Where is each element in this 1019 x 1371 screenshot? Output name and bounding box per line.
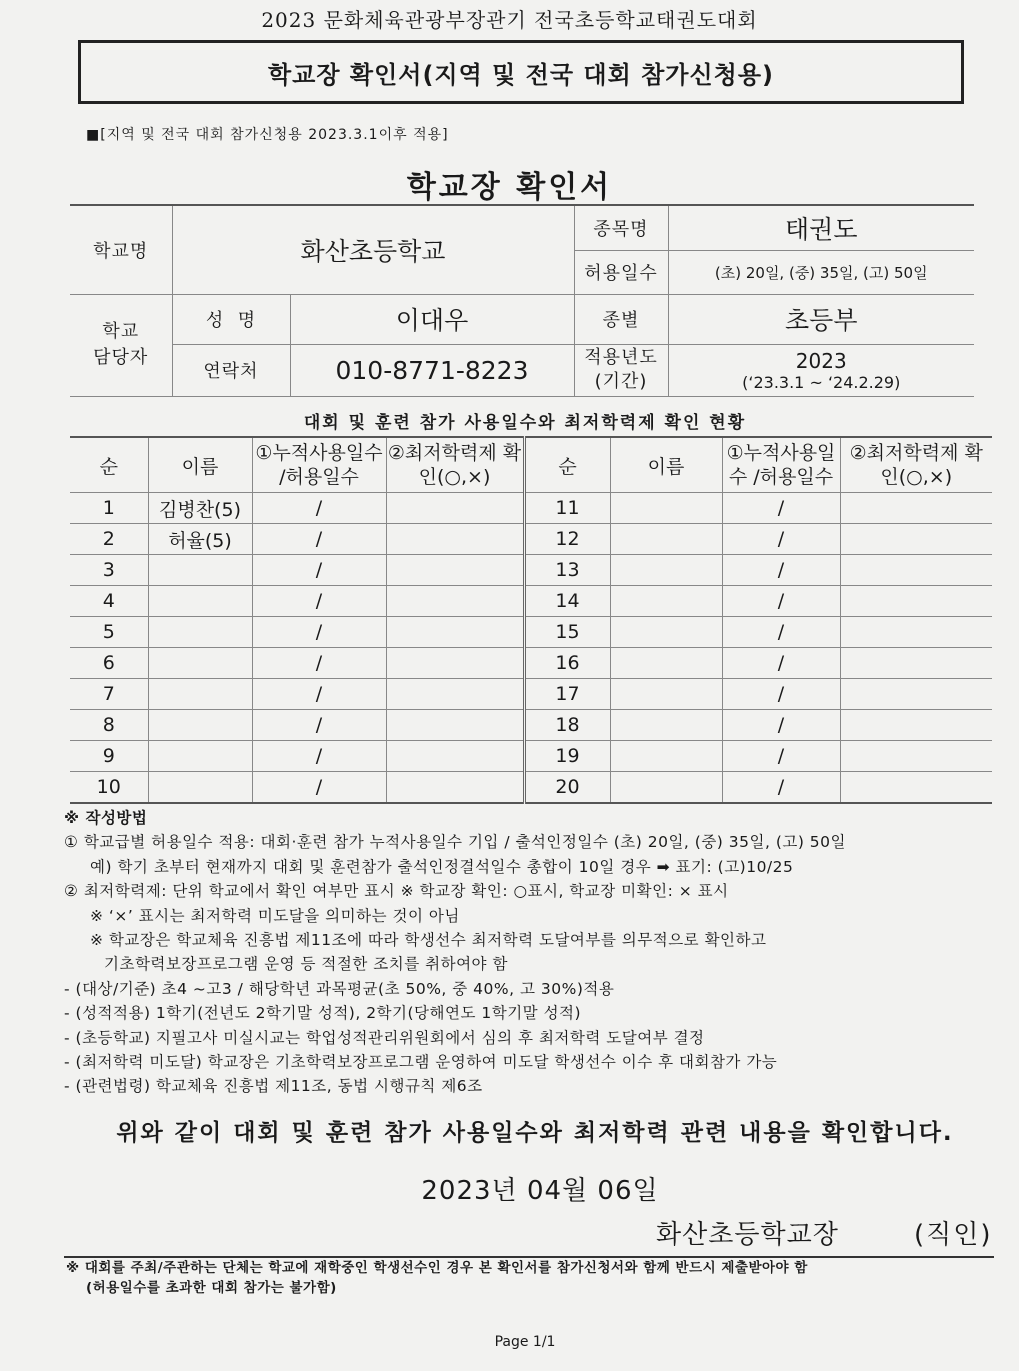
row-days-2: / <box>722 586 840 617</box>
table-row <box>70 710 992 741</box>
row-no-2: 15 <box>524 617 610 648</box>
footnote-line: ※ 대회를 주최/주관하는 단체는 학교에 재학중인 학생선수인 경우 본 확인서를 참가신청서와 함께 반드시 제출받아야 함 <box>66 1260 808 1276</box>
signing-date: 2023년 04월 06일 <box>421 1176 659 1206</box>
instruction-line: ② 최저학력제: 단위 학교에서 확인 여부만 표시 ※ 학교장 확인: ○표시, 학교장 미확인: × 표시 <box>64 882 729 901</box>
row-name-2 <box>610 772 722 804</box>
row-name <box>148 586 252 617</box>
row-no: 2 <box>70 524 148 555</box>
year-label <box>574 344 668 396</box>
row-days-2: / <box>722 679 840 710</box>
row-days: / <box>252 493 386 524</box>
row-days-2: / <box>722 741 840 772</box>
row-check-2 <box>840 710 992 741</box>
row-name <box>148 679 252 710</box>
row-check <box>386 493 524 524</box>
row-check <box>386 679 524 710</box>
row-name <box>148 617 252 648</box>
footnote <box>66 1258 996 1298</box>
row-name <box>148 772 252 804</box>
row-check-2 <box>840 555 992 586</box>
section-title: 대회 및 훈련 참가 사용일수와 최저학력제 확인 현황 <box>303 413 747 433</box>
participant-rows <box>70 493 992 804</box>
row-no-2: 14 <box>524 586 610 617</box>
row-check <box>386 524 524 555</box>
participant-table <box>70 436 992 804</box>
instruction-line: - (관련법령) 학교체육 진흥법 제11조, 동법 시행규칙 제6조 <box>64 1077 483 1096</box>
instructions <box>64 806 994 1099</box>
row-no-2: 11 <box>524 493 610 524</box>
row-name <box>148 648 252 679</box>
row-check-2 <box>840 648 992 679</box>
page-number: Page 1/1 <box>494 1334 556 1350</box>
row-check <box>386 586 524 617</box>
manager-label <box>70 294 172 396</box>
row-days: / <box>252 617 386 648</box>
form-box-title <box>78 40 964 104</box>
year-cell <box>668 344 974 396</box>
row-days: / <box>252 710 386 741</box>
page-title: 학교장 확인서 <box>406 170 613 205</box>
table-row <box>70 679 992 710</box>
contact-value: 010-8771-8223 <box>290 344 574 396</box>
row-no: 8 <box>70 710 148 741</box>
year-label-text: 적용년도 (기간) <box>584 347 658 392</box>
row-no-2: 16 <box>524 648 610 679</box>
row-check-2 <box>840 679 992 710</box>
row-days-2: / <box>722 493 840 524</box>
table-row <box>70 555 992 586</box>
row-check <box>386 741 524 772</box>
row-no-2: 20 <box>524 772 610 804</box>
days-label: 허용일수 <box>574 250 668 294</box>
row-name-2 <box>610 679 722 710</box>
row-name <box>148 555 252 586</box>
name-value: 이대우 <box>290 294 574 344</box>
row-no: 5 <box>70 617 148 648</box>
row-days-2: / <box>722 710 840 741</box>
row-no: 1 <box>70 493 148 524</box>
row-days: / <box>252 648 386 679</box>
instruction-line: 기초학력보장프로그램 운영 등 적절한 조치를 취하여야 함 <box>104 955 508 974</box>
instruction-line: ※ ‘×’ 표시는 최저학력 미도달을 의미하는 것이 아님 <box>90 906 460 925</box>
event-value: 태권도 <box>668 205 974 250</box>
row-days: / <box>252 772 386 804</box>
instruction-line: - (성적적용) 1학기(전년도 2학기말 성적), 2학기(당해연도 1학기말 성적) <box>64 1004 582 1023</box>
row-no: 7 <box>70 679 148 710</box>
row-name-2 <box>610 710 722 741</box>
school-info-table <box>70 204 974 397</box>
instruction-line: - (대상/기준) 초4 ~고3 / 해당학년 과목평균(초 50%, 중 40%, 고 30%)적용 <box>64 979 615 998</box>
header-days: ①누적사용일수 /허용일수 <box>252 437 386 493</box>
row-name-2 <box>610 741 722 772</box>
row-name-2 <box>610 648 722 679</box>
row-check <box>386 710 524 741</box>
principal-name: 화산초등학교장 <box>656 1220 839 1250</box>
instructions-title: ※ 작성방법 <box>64 809 148 827</box>
row-no-2: 18 <box>524 710 610 741</box>
row-no-2: 17 <box>524 679 610 710</box>
period-value: (‘23.3.1 ~ ‘24.2.29) <box>742 372 901 392</box>
row-days-2: / <box>722 617 840 648</box>
header-no: 순 <box>70 437 148 493</box>
header-name-2: 이름 <box>610 437 722 493</box>
row-name <box>148 710 252 741</box>
contact-label: 연락처 <box>172 344 290 396</box>
row-name-2 <box>610 617 722 648</box>
days-value: (초) 20일, (중) 35일, (고) 50일 <box>668 250 974 294</box>
row-name <box>148 741 252 772</box>
row-days-2: / <box>722 772 840 804</box>
row-check <box>386 648 524 679</box>
row-name-2 <box>610 555 722 586</box>
event-title: 2023 문화체육관광부장관기 전국초등학교태권도대회 <box>261 8 758 32</box>
table-row <box>70 617 992 648</box>
name-label: 성 명 <box>172 294 290 344</box>
school-label: 학교명 <box>70 205 172 294</box>
header-no-2: 순 <box>524 437 610 493</box>
row-no-2: 12 <box>524 524 610 555</box>
division-label: 종별 <box>574 294 668 344</box>
row-name-2 <box>610 586 722 617</box>
header-name: 이름 <box>148 437 252 493</box>
table-row <box>70 524 992 555</box>
table-row <box>70 741 992 772</box>
row-no: 4 <box>70 586 148 617</box>
row-name: 김병찬(5) <box>148 493 252 524</box>
table-row <box>70 772 992 804</box>
row-name: 허율(5) <box>148 524 252 555</box>
instruction-line: 예) 학기 초부터 현재까지 대회 및 훈련참가 출석인정결석일수 총합이 10일 경우 ➡ 표기: (고)10/25 <box>90 857 794 876</box>
row-check <box>386 617 524 648</box>
footnote-line: (허용일수를 초과한 대회 참가는 불가함) <box>86 1280 337 1296</box>
school-value: 화산초등학교 <box>172 205 574 294</box>
row-name-2 <box>610 493 722 524</box>
row-days: / <box>252 555 386 586</box>
row-no: 9 <box>70 741 148 772</box>
table-row <box>70 586 992 617</box>
row-check <box>386 772 524 804</box>
row-days-2: / <box>722 648 840 679</box>
notice-line: ■[지역 및 전국 대회 참가신청용 2023.3.1이후 적용] <box>86 127 449 143</box>
row-no-2: 19 <box>524 741 610 772</box>
row-check-2 <box>840 617 992 648</box>
header-check: ②최저학력제 확인(○,×) <box>386 437 524 493</box>
row-no: 10 <box>70 772 148 804</box>
row-no: 3 <box>70 555 148 586</box>
row-no-2: 13 <box>524 555 610 586</box>
year-value: 2023 <box>795 348 847 373</box>
division-value: 초등부 <box>668 294 974 344</box>
row-days: / <box>252 741 386 772</box>
row-days-2: / <box>722 555 840 586</box>
row-check <box>386 555 524 586</box>
event-label: 종목명 <box>574 205 668 250</box>
instruction-line: - (초등학교) 지필고사 미실시교는 학업성적관리위원회에서 심의 후 최저학력 도달여부 결정 <box>64 1028 705 1047</box>
row-check-2 <box>840 493 992 524</box>
confirm-statement: 위와 같이 대회 및 훈련 참가 사용일수와 최저학력 관련 내용을 확인합니다. <box>116 1120 954 1146</box>
instruction-line: ① 학교급별 허용일수 적용: 대회·훈련 참가 누적사용일수 기입 / 출석인정일수 (초) 20일, (중) 35일, (고) 50일 <box>64 833 847 852</box>
row-check-2 <box>840 586 992 617</box>
row-check-2 <box>840 741 992 772</box>
header-check-2: ②최저학력제 확인(○,×) <box>840 437 992 493</box>
form-box-title-text: 학교장 확인서(지역 및 전국 대회 참가신청용) <box>267 60 775 89</box>
row-days: / <box>252 586 386 617</box>
table-row <box>70 648 992 679</box>
row-no: 6 <box>70 648 148 679</box>
row-name-2 <box>610 524 722 555</box>
row-check-2 <box>840 772 992 804</box>
row-check-2 <box>840 524 992 555</box>
instruction-line: - (최저학력 미도달) 학교장은 기초학력보장프로그램 운영하여 미도달 학생선수 이수 후 대회참가 가능 <box>64 1053 778 1072</box>
official-seal: (직인) <box>914 1220 993 1250</box>
row-days: / <box>252 524 386 555</box>
table-row <box>70 493 992 524</box>
row-days-2: / <box>722 524 840 555</box>
header-days-2: ①누적사용일수 /허용일수 <box>722 437 840 493</box>
manager-label-text: 학교 담당자 <box>93 321 149 368</box>
row-days: / <box>252 679 386 710</box>
instruction-line: ※ 학교장은 학교체육 진흥법 제11조에 따라 학생선수 최저학력 도달여부를 의무적으로 확인하고 <box>90 931 767 950</box>
